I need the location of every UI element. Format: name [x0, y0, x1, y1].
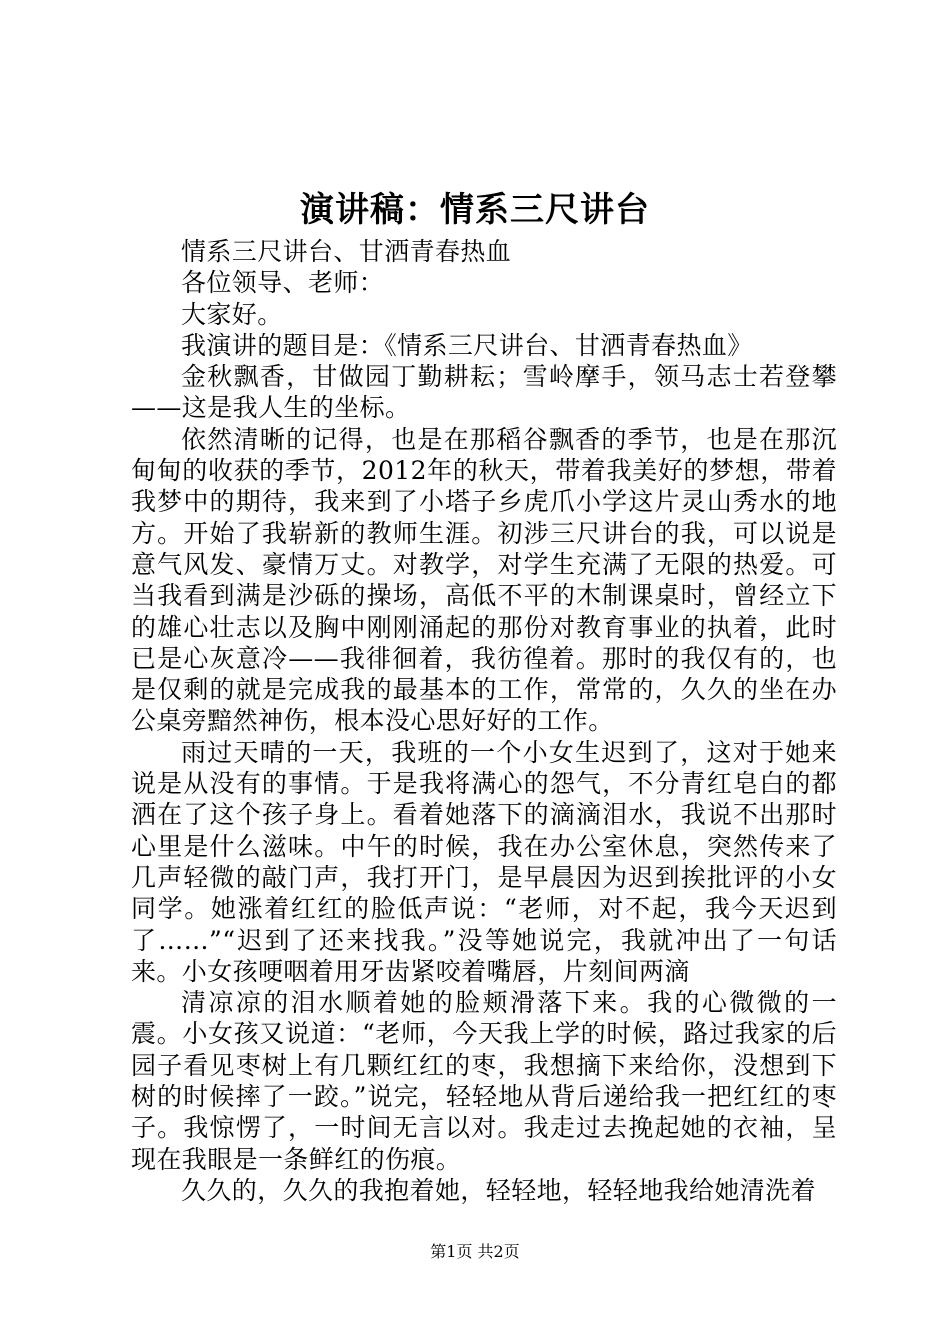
paragraph-embrace: 久久的，久久的我抱着她，轻轻地，轻轻地我给她清洗着 [181, 1175, 817, 1205]
paragraph-greeting: 大家好。 [181, 299, 283, 329]
page-number-footer: 第1页 共2页 [430, 1242, 520, 1261]
paragraph-memory: 依然清晰的记得，也是在那稻谷飘香的季节，也是在那沉甸甸的收获的季节，2012年的秋天，带着我美好的梦想，带着我梦中的期待，我来到了小塔子乡虎爪小学这片灵山秀水的地方。开始了我崭新的教师生涯。初涉三尺讲台的我，可以说是意气风发、豪情万丈。对教学，对学生充满了无限的热爱。可当我看到满是沙砾的操场，高低不平的木制课桌时，曾经立下的雄心壮志以及胸中刚刚涌起的那份对教育事业的执着，此时已是心灰意冷——我徘徊着，我彷徨着。那时的我仅有的，也是仅剩的就是完成我的最基本的工作，常常的，久久的坐在办公桌旁黯然神伤，根本没心思好好的工作。 [131, 424, 837, 736]
paragraph-salutation: 各位领导、老师： [181, 268, 385, 298]
page-title: 演讲稿：情系三尺讲台 [300, 190, 650, 230]
paragraph-topic: 我演讲的题目是：《情系三尺讲台、甘洒青春热血》 [181, 330, 753, 360]
paragraph-subtitle: 情系三尺讲台、甘洒青春热血 [181, 237, 512, 266]
paragraph-story: 雨过天晴的一天，我班的一个小女生迟到了，这对于她来说是从没有的事情。于是我将满心的怨气，不分青红皂白的都洒在了这个孩子身上。看着她落下的滴滴泪水，我说不出那时心里是什么滋味。中午的时候，我在办公室休息，突然传来了几声轻微的敲门声，我打开门，是早晨因为迟到挨批评的小女同学。她涨着红红的脸低声说：“老师，对不起，我今天迟到了……”“迟到了还来找我。”没等她说完，我就冲出了一句话来。小女孩哽咽着用牙齿紧咬着嘴唇，片刻间两滴 [131, 737, 837, 986]
paragraph-motto: 金秋飘香，甘做园丁勤耕耘；雪岭摩手，领马志士若登攀——这是我人生的坐标。 [131, 362, 837, 423]
paragraph-tears: 清凉凉的泪水顺着她的脸颊滑落下来。我的心微微的一震。小女孩又说道：“老师，今天我上学的时候，路过我家的后园子看见枣树上有几颗红红的枣，我想摘下来给你，没想到下树的时候摔了一跤。”说完，轻轻地从背后递给我一把红红的枣子。我惊愣了，一时间无言以对。我走过去挽起她的衣袖，呈现在我眼是一条鲜红的伤痕。 [131, 988, 837, 1174]
document-body [131, 236, 837, 1206]
